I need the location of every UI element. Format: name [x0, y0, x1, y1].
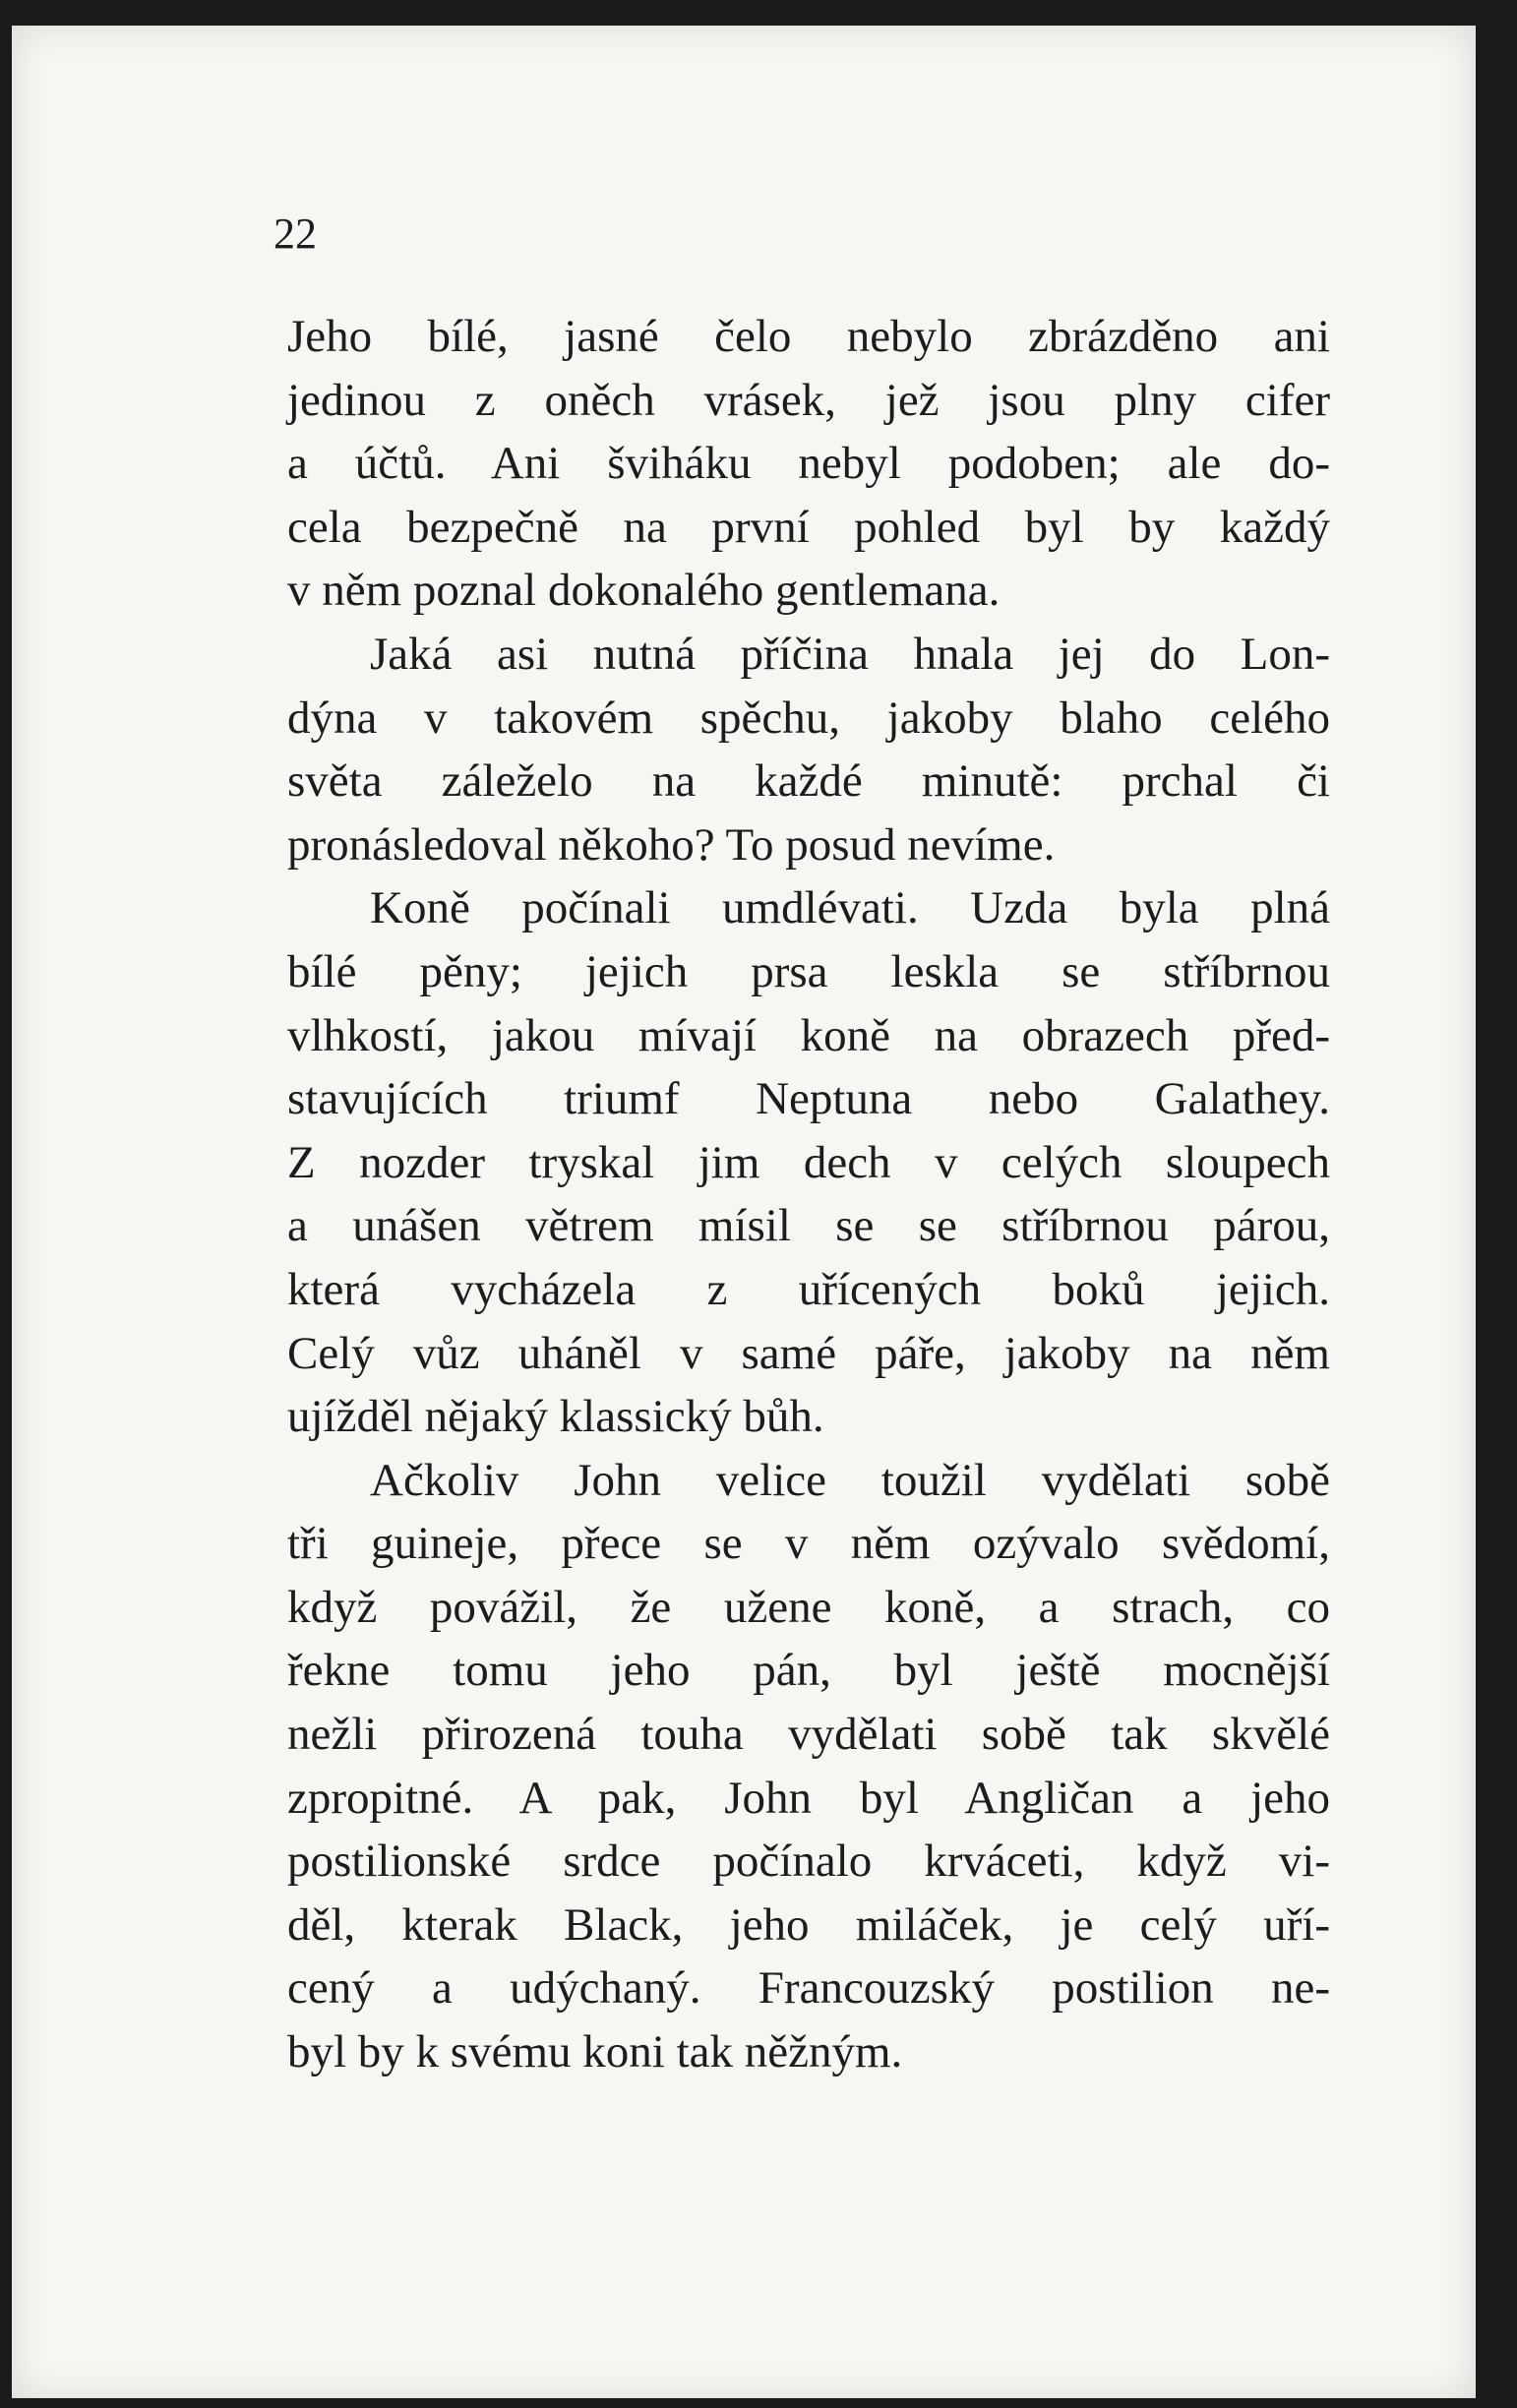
text-line: bílé pěny; jejich prsa leskla se stříbrnou — [287, 945, 1330, 997]
text-line: která vycházela z uřícených boků jejich. — [287, 1263, 1330, 1315]
text-line: v něm poznal dokonalého gentlemana. — [287, 565, 1001, 617]
text-line: pronásledoval někoho? To posud nevíme. — [287, 818, 1056, 871]
text-line: byl by k svému koni tak něžným. — [287, 2026, 903, 2078]
text-line: cela bezpečně na první pohled byl by každý — [287, 501, 1330, 553]
text-line: Ačkoliv John velice toužil vydělati sobě — [370, 1454, 1330, 1506]
text-line: ujížděl nějaký klassický bůh. — [287, 1391, 824, 1443]
book-page — [12, 26, 1476, 2398]
page-number: 22 — [273, 210, 317, 258]
text-line: stavujících triumf Neptuna nebo Galathey. — [287, 1073, 1330, 1125]
text-line: nežli přirozená touha vydělati sobě tak skvělé — [287, 1709, 1330, 1761]
text-line: Koně počínali umdlévati. Uzda byla plná — [370, 882, 1330, 934]
text-line: jedinou z oněch vrásek, jež jsou plny cifer — [287, 374, 1330, 426]
text-line: Jaká asi nutná příčina hnala jej do Lon- — [370, 628, 1330, 680]
body-text — [287, 305, 1330, 2084]
text-line: a unášen větrem mísil se se stříbrnou párou, — [287, 1200, 1330, 1252]
text-line: když povážil, že užene koně, a strach, co — [287, 1581, 1330, 1633]
text-line: dýna v takovém spěchu, jakoby blaho celého — [287, 692, 1330, 744]
text-line: tři guineje, přece se v něm ozývalo svědomí, — [287, 1518, 1330, 1570]
text-line: postilionské srdce počínalo krváceti, když vi- — [287, 1836, 1330, 1888]
text-line: Jeho bílé, jasné čelo nebylo zbrázděno ani — [287, 311, 1330, 362]
text-line: Celý vůz uháněl v samé páře, jakoby na něm — [287, 1327, 1330, 1379]
text-line: a účtů. Ani šviháku nebyl podoben; ale do- — [287, 438, 1330, 490]
text-line: Z nozder tryskal jim dech v celých sloupech — [287, 1136, 1330, 1188]
text-line: zpropitné. A pak, John byl Angličan a jeho — [287, 1772, 1330, 1824]
text-line: vlhkostí, jakou mívají koně na obrazech před- — [287, 1009, 1330, 1061]
text-line: cený a udýchaný. Francouzský postilion ne- — [287, 1962, 1330, 2015]
text-line: světa záleželo na každé minutě: prchal či — [287, 755, 1330, 808]
text-line: děl, kterak Black, jeho miláček, je celý uří- — [287, 1898, 1330, 1951]
text-line: řekne tomu jeho pán, byl ještě mocnější — [287, 1645, 1330, 1697]
